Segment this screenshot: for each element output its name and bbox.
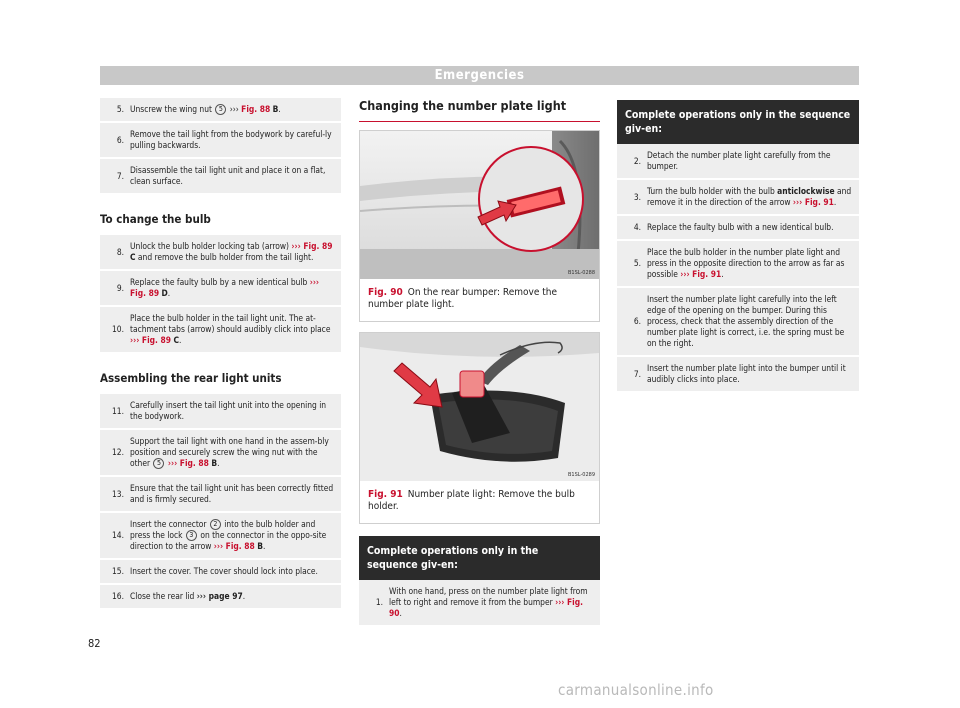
figure-90 [359,130,600,322]
step-number: 10. [100,306,128,353]
step-text-run: . [217,458,220,468]
bold-text: B [272,104,279,114]
figure-reference-link[interactable]: ››› Fig. 88 [167,458,209,468]
step-number: 4. [617,215,645,240]
bold-text: D [161,288,168,298]
step-text-run: Disassemble the tail light unit and place it on a flat, clean surface. [130,165,326,186]
step-row [100,270,341,306]
bold-text: anticlockwise [777,186,835,196]
step-text-run: With one hand, press on the number plate light from left to right and remove it from the bumper [389,586,588,607]
step-text [128,270,341,306]
steps-table-right [617,144,859,393]
figure-91-caption [360,481,599,523]
step-text [128,306,341,353]
figure-91-code: B1SL-0289 [568,472,596,478]
operations-box-title: Complete operations only in the sequence giv-en: [359,536,600,580]
subhead-assembling: Assembling the rear light units [100,371,282,385]
step-text [128,429,341,476]
step-text [128,476,341,512]
step-text-run: Unscrew the wing nut [130,104,215,114]
figure-reference-link[interactable]: ››› Fig. 89 [130,277,320,298]
step-number: 14. [100,512,128,559]
figure-90-caption-text: On the rear bumper: Remove the number plate light. [368,287,558,310]
step-text [387,580,600,626]
step-row [617,240,859,287]
step-number: 11. [100,394,128,429]
step-row [100,98,341,122]
step-text-run: Remove the tail light from the bodywork by careful-ly pulling backwards. [130,129,332,150]
step-text [128,158,341,194]
steps-table-bulb [100,235,341,354]
step-text [645,240,859,287]
watermark: carmanualsonline.info [558,681,714,699]
steps-table-assembly [100,394,341,610]
callout-number: 5 [215,104,226,115]
bold-text: B [211,458,218,468]
step-number: 6. [100,122,128,158]
bulb-holder-illustration [360,333,599,481]
bold-text: C [173,335,179,345]
step-row [617,287,859,356]
operations-box-middle [359,536,600,627]
page-number: 82 [88,637,101,650]
left-column [100,98,341,610]
figure-reference-link[interactable]: ››› Fig. 90 [389,597,584,618]
step-number: 9. [100,270,128,306]
step-text-run: . [262,541,266,551]
step-number: 12. [100,429,128,476]
step-text-run: Insert the connector [130,519,209,529]
step-row [100,559,341,584]
step-row [359,580,600,626]
bold-text: C [130,252,136,262]
step-text [645,144,859,179]
step-text-run: Close the rear lid [130,591,197,601]
step-number: 8. [100,235,128,270]
figure-reference-link[interactable]: ››› Fig. 91 [680,269,722,279]
step-row [100,476,341,512]
step-text-run: Turn the bulb holder with the bulb [647,186,778,196]
step-row [100,512,341,559]
step-row [617,356,859,392]
step-text-run: Replace the faulty bulb by a new identical bulb [130,277,310,287]
step-text-run: Unlock the bulb holder locking tab (arrow) [130,241,292,251]
figure-90-label: Fig. 90 [368,287,403,298]
step-row [100,122,341,158]
step-text-run: ››› [227,104,242,114]
step-text [128,122,341,158]
callout-number: 5 [153,458,164,469]
step-number: 1. [359,580,387,626]
figure-reference-link[interactable]: ››› Fig. 89 [291,241,333,251]
figure-90-image [360,131,599,279]
figure-91-label: Fig. 91 [368,489,403,500]
step-text-run: . [833,197,837,207]
figure-91 [359,332,600,524]
figure-reference-link[interactable]: ››› Fig. 89 [130,335,172,345]
bold-text: ››› page 97 [196,591,243,601]
middle-column [359,98,600,627]
step-number: 15. [100,559,128,584]
section-title: Changing the number plate light [359,98,600,122]
step-text-run: Insert the number plate light carefully into the left edge of the opening on the bumper. During this process, check that the assembly direction of the number plate light is correct, i.e. the spring must be on the right. [647,294,845,348]
step-text-run: Ensure that the tail light unit has been correctly fitted and is firmly secured. [130,483,334,504]
step-number: 7. [100,158,128,194]
step-text [645,287,859,356]
step-text-run: on the connector in the oppo-site direction to the arrow [130,530,327,551]
step-text-run: Replace the faulty bulb with a new identical bulb. [647,222,834,232]
step-row [100,235,341,270]
step-text [128,394,341,429]
step-text-run: . [399,608,402,618]
step-row [617,179,859,215]
figure-reference-link[interactable]: Fig. 88 [241,104,271,114]
step-number: 7. [617,356,645,392]
figure-91-image [360,333,599,481]
figure-90-caption [360,279,599,321]
step-text-run: . [721,269,724,279]
step-row [100,394,341,429]
figure-90-code: B1SL-0288 [568,270,596,276]
step-number: 5. [617,240,645,287]
step-text [645,179,859,215]
step-row [100,584,341,609]
step-text [128,584,341,609]
step-text-run: . [242,591,246,601]
step-text-run: into the bulb holder and press the lock [130,519,316,540]
bumper-illustration [360,131,599,279]
figure-reference-link[interactable]: ››› Fig. 88 [213,541,255,551]
step-number: 5. [100,98,128,122]
right-column [617,100,859,393]
step-text [128,98,341,122]
bold-text: B [257,541,263,551]
step-text-run: and remove it in the direction of the arrow [647,186,852,207]
step-text-run: Place the bulb holder in the number plate light and press in the opposite direction to the arrow as far as possible [647,247,845,279]
step-text [128,512,341,559]
operations-box-title-right: Complete operations only in the sequence giv-en: [617,100,859,144]
step-text [128,235,341,270]
steps-table-top [100,98,341,195]
step-row [100,429,341,476]
callout-number: 2 [210,519,221,530]
step-text-run: Detach the number plate light carefully from the bumper. [647,150,831,171]
step-text-run: . [178,335,182,345]
step-row [100,158,341,194]
step-text-run: and remove the bulb holder from the tail light. [135,252,314,262]
step-text-run: Insert the number plate light into the bumper until it audibly clicks into place. [647,363,846,384]
figure-91-caption-text: Number plate light: Remove the bulb holder. [368,489,575,512]
subhead-change-bulb: To change the bulb [100,212,211,226]
step-text-run: . [278,104,281,114]
page-header: Emergencies [100,66,859,85]
step-row [617,144,859,179]
step-number: 13. [100,476,128,512]
step-number: 2. [617,144,645,179]
figure-reference-link[interactable]: ››› Fig. 91 [792,197,834,207]
step-row [100,306,341,353]
step-text-run: Support the tail light with one hand in the assem-bly position and securely screw the wing nut with the other [130,436,329,468]
step-number: 3. [617,179,645,215]
step-number: 6. [617,287,645,356]
step-text-run: Carefully insert the tail light unit into the opening in the bodywork. [130,400,327,421]
step-row [617,215,859,240]
step-text [128,559,341,584]
step-text-run: Place the bulb holder in the tail light unit. The at-tachment tabs (arrow) should audibly click into place [130,313,331,334]
step-text-run: Insert the cover. The cover should lock into place. [130,566,318,576]
step-number: 16. [100,584,128,609]
step-text [645,356,859,392]
steps-table-middle [359,580,600,627]
step-text [645,215,859,240]
callout-number: 3 [186,530,197,541]
step-text-run: . [167,288,171,298]
